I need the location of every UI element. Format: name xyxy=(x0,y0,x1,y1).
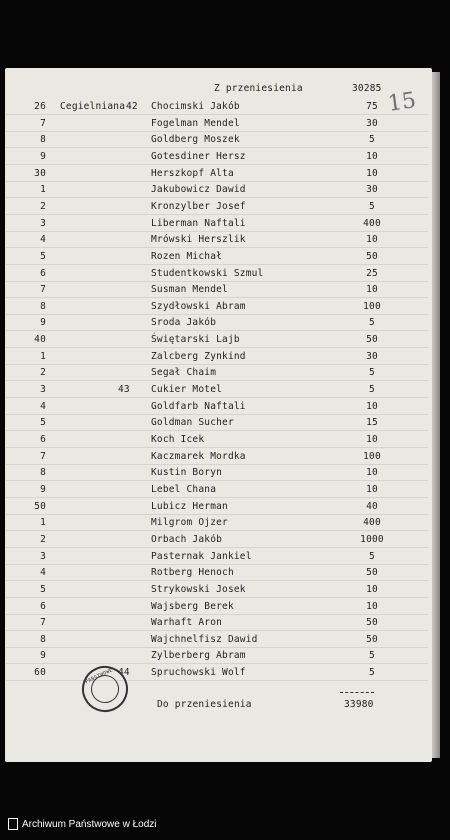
row-divider xyxy=(6,330,428,331)
row-index: 7 xyxy=(40,284,46,295)
footer-total: 33980 xyxy=(344,699,374,710)
row-index: 26 xyxy=(34,101,46,112)
row-index: 7 xyxy=(40,118,46,129)
row-divider xyxy=(6,614,428,615)
person-name: Cukier Motel xyxy=(151,384,223,395)
row-divider xyxy=(6,281,428,282)
amount: 50 xyxy=(366,634,378,645)
person-name: Goldman Sucher xyxy=(151,417,234,428)
row-divider xyxy=(6,164,428,165)
house-number: 43 xyxy=(118,384,130,395)
row-index: 3 xyxy=(40,384,46,395)
amount: 10 xyxy=(366,601,378,612)
row-index: 9 xyxy=(40,484,46,495)
amount: 30 xyxy=(366,184,378,195)
person-name: Rotberg Henoch xyxy=(151,567,234,578)
amount: 100 xyxy=(363,301,381,312)
amount: 15 xyxy=(366,417,378,428)
amount: 10 xyxy=(366,584,378,595)
row-index: 2 xyxy=(40,534,46,545)
person-name: Pasternak Jankiel xyxy=(151,551,252,562)
row-index: 6 xyxy=(40,268,46,279)
person-name: Susman Mendel xyxy=(151,284,228,295)
row-index: 7 xyxy=(40,617,46,628)
row-index: 2 xyxy=(40,367,46,378)
person-name: Szydłowski Abram xyxy=(151,301,246,312)
row-divider xyxy=(6,597,428,598)
header-title: Z przeniesienia xyxy=(214,83,303,94)
row-divider xyxy=(6,264,428,265)
row-index: 60 xyxy=(34,667,46,678)
row-divider xyxy=(6,663,428,664)
row-index: 9 xyxy=(40,650,46,661)
person-name: Chocimski Jakób xyxy=(151,101,240,112)
person-name: Herszkopf Alta xyxy=(151,168,234,179)
person-name: Gotesdiner Hersz xyxy=(151,151,246,162)
person-name: Studentkowski Szmul xyxy=(151,268,264,279)
person-name: Goldberg Moszek xyxy=(151,134,240,145)
amount: 25 xyxy=(366,268,378,279)
archive-logo-icon xyxy=(8,818,18,830)
row-divider xyxy=(6,364,428,365)
row-divider xyxy=(6,564,428,565)
person-name: Warhaft Aron xyxy=(151,617,223,628)
amount: 5 xyxy=(369,367,375,378)
row-index: 2 xyxy=(40,201,46,212)
amount: 30 xyxy=(366,351,378,362)
row-divider xyxy=(6,480,428,481)
row-divider xyxy=(6,314,428,315)
row-divider xyxy=(6,231,428,232)
row-index: 4 xyxy=(40,234,46,245)
person-name: Kustin Boryn xyxy=(151,467,223,478)
row-index: 1 xyxy=(40,517,46,528)
person-name: Zylberberg Abram xyxy=(151,650,246,661)
person-name: Goldfarb Naftali xyxy=(151,401,246,412)
footer-label: Do przeniesienia xyxy=(157,699,252,710)
row-index: 8 xyxy=(40,134,46,145)
row-divider xyxy=(6,347,428,348)
row-index: 5 xyxy=(40,417,46,428)
row-divider xyxy=(6,647,428,648)
amount: 10 xyxy=(366,234,378,245)
amount: 5 xyxy=(369,134,375,145)
amount: 10 xyxy=(366,484,378,495)
row-divider xyxy=(6,131,428,132)
row-index: 8 xyxy=(40,634,46,645)
amount: 50 xyxy=(366,617,378,628)
amount: 10 xyxy=(366,284,378,295)
row-divider xyxy=(6,430,428,431)
row-divider xyxy=(6,147,428,148)
person-name: Orbach Jakób xyxy=(151,534,223,545)
person-name: Segał Chaim xyxy=(151,367,217,378)
person-name: Świętarski Lajb xyxy=(151,334,240,345)
row-divider xyxy=(6,580,428,581)
row-index: 9 xyxy=(40,151,46,162)
archive-credit-bar xyxy=(8,818,157,830)
row-index: 4 xyxy=(40,401,46,412)
row-divider xyxy=(6,464,428,465)
carried-total: 30285 xyxy=(352,83,382,94)
row-index: 5 xyxy=(40,584,46,595)
row-divider xyxy=(6,630,428,631)
amount: 10 xyxy=(366,401,378,412)
person-name: Milgrom Ojzer xyxy=(151,517,228,528)
row-divider xyxy=(6,214,428,215)
amount: 50 xyxy=(366,334,378,345)
row-divider xyxy=(6,497,428,498)
row-divider xyxy=(6,547,428,548)
row-divider xyxy=(6,680,428,681)
person-name: Spruchowski Wolf xyxy=(151,667,246,678)
person-name: Rozen Michał xyxy=(151,251,223,262)
house-number: 44 xyxy=(118,667,130,678)
row-index: 7 xyxy=(40,451,46,462)
row-index: 40 xyxy=(34,334,46,345)
person-name: Strykowski Josek xyxy=(151,584,246,595)
person-name: Kronzylber Josef xyxy=(151,201,246,212)
amount: 10 xyxy=(366,168,378,179)
person-name: Liberman Naftali xyxy=(151,218,246,229)
amount: 1000 xyxy=(360,534,384,545)
amount: 5 xyxy=(369,667,375,678)
person-name: Fogelman Mendel xyxy=(151,118,240,129)
row-index: 50 xyxy=(34,501,46,512)
amount: 40 xyxy=(366,501,378,512)
person-name: Mrówski Herszlik xyxy=(151,234,246,245)
amount: 50 xyxy=(366,251,378,262)
row-divider xyxy=(6,247,428,248)
amount: 5 xyxy=(369,551,375,562)
amount: 5 xyxy=(369,317,375,328)
row-divider xyxy=(6,414,428,415)
row-index: 6 xyxy=(40,601,46,612)
row-index: 1 xyxy=(40,351,46,362)
person-name: Sroda Jakób xyxy=(151,317,217,328)
row-index: 5 xyxy=(40,251,46,262)
person-name: Zalcberg Zynkind xyxy=(151,351,246,362)
amount: 50 xyxy=(366,567,378,578)
row-divider xyxy=(6,530,428,531)
amount: 10 xyxy=(366,434,378,445)
person-name: Jakubowicz Dawid xyxy=(151,184,246,195)
archive-credit: Archiwum Państwowe w Łodzi xyxy=(22,818,157,830)
amount: 400 xyxy=(363,517,381,528)
row-index: 8 xyxy=(40,301,46,312)
amount: 10 xyxy=(366,151,378,162)
page-number: 15 xyxy=(386,88,418,117)
amount: 75 xyxy=(366,101,378,112)
row-index: 30 xyxy=(34,168,46,179)
amount: 100 xyxy=(363,451,381,462)
row-index: 9 xyxy=(40,317,46,328)
amount: 10 xyxy=(366,467,378,478)
row-divider xyxy=(6,297,428,298)
row-divider xyxy=(6,197,428,198)
person-name: Lubicz Herman xyxy=(151,501,228,512)
row-index: 3 xyxy=(40,551,46,562)
row-index: 6 xyxy=(40,434,46,445)
row-index: 4 xyxy=(40,567,46,578)
row-index: 1 xyxy=(40,184,46,195)
page-edge xyxy=(432,72,440,758)
row-divider xyxy=(6,181,428,182)
amount: 400 xyxy=(363,218,381,229)
person-name: Wajchnelfisz Dawid xyxy=(151,634,258,645)
street-name: Cegielniana xyxy=(60,101,126,112)
row-divider xyxy=(6,380,428,381)
amount: 30 xyxy=(366,118,378,129)
house-number: 42 xyxy=(126,101,138,112)
amount: 5 xyxy=(369,384,375,395)
person-name: Kaczmarek Mordka xyxy=(151,451,246,462)
amount: 5 xyxy=(369,650,375,661)
sum-divider xyxy=(340,692,374,693)
row-index: 8 xyxy=(40,467,46,478)
row-divider xyxy=(6,447,428,448)
amount: 5 xyxy=(369,201,375,212)
person-name: Koch Icek xyxy=(151,434,205,445)
stamp-text: PAŃSTWOWE xyxy=(84,667,114,686)
row-divider xyxy=(6,114,428,115)
row-divider xyxy=(6,514,428,515)
person-name: Lebel Chana xyxy=(151,484,217,495)
person-name: Wajsberg Berek xyxy=(151,601,234,612)
row-divider xyxy=(6,397,428,398)
row-index: 3 xyxy=(40,218,46,229)
